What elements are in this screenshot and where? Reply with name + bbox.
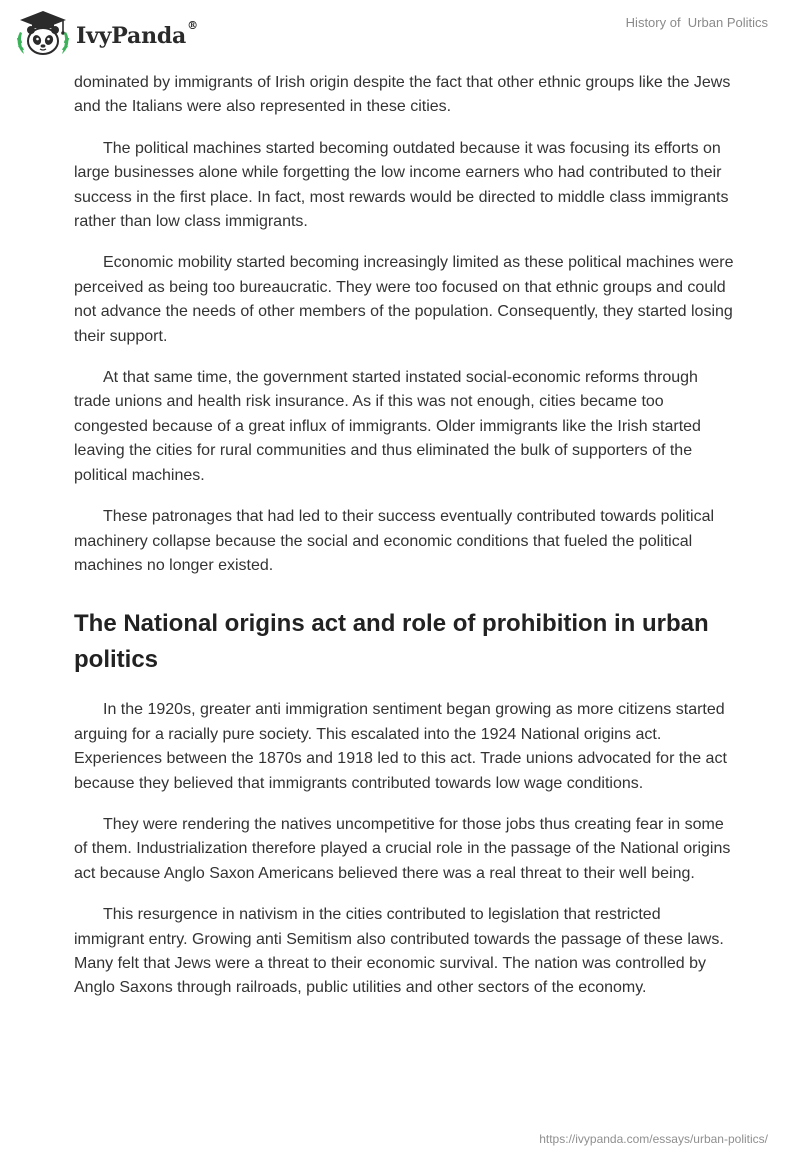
paragraph: dominated by immigrants of Irish origin despite the fact that other ethnic groups like the Jews and the Italians were also represented in these cities. <box>74 74 731 116</box>
paragraph: At that same time, the government started instated social-economic reforms through trade unions and health risk insurance. As if this was not enough, cities became too congested because of a great influx of immigrants. Older immigrants like the Irish started leaving the cities for rural communities and thus eliminated the bulk of supporters of the political machines. <box>74 369 701 484</box>
paragraph: The political machines started becoming outdated because it was focusing its efforts on large businesses alone while forgetting the low income earners who had contributed to their success in the first place. In fact, most rewards would be directed to middle class immigrants rather than low class immigrants. <box>74 139 729 231</box>
brand-name: IvyPanda® <box>76 19 198 49</box>
panda-graduation-icon <box>14 8 72 58</box>
paragraph: They were rendering the natives uncompetitive for those jobs thus creating fear in some of them. Industrialization therefore played a crucial role in the passage of the National origins act because Anglo Saxon Americans believed there was a real threat to their well being. <box>74 815 731 882</box>
ivypanda-logo[interactable] <box>14 8 198 58</box>
section-heading: The National origins act and role of prohibition in urban politics <box>74 610 709 674</box>
source-url-link[interactable]: https://ivypanda.com/essays/urban-politics/ <box>539 1132 768 1146</box>
paragraph: Economic mobility started becoming increasingly limited as these political machines were perceived as being too bureaucratic. They were too focused on that ethnic groups and could not advance the needs of other members of the population. Consequently, they started losing their support. <box>74 254 734 345</box>
paragraph: In the 1920s, greater anti immigration sentiment began growing as more citizens started arguing for a racially pure society. This escalated into the 1924 National origins act. Experiences between the 1870s and 1918 led to this act. Trade unions advocated for the act because they believed that immigrants contributed towards low wage conditions. <box>74 701 727 792</box>
essay-body <box>74 71 734 1018</box>
paragraph: This resurgence in nativism in the cities contributed to legislation that restricted immigrant entry. Growing anti Semitism also contributed towards the passage of these laws. Many felt that Jews were a threat to their economic survival. The nation was controlled by Anglo Saxons through railroads, public utilities and other sectors of the economy. <box>74 906 724 997</box>
document-title: History of Urban Politics <box>625 15 768 30</box>
page-header <box>0 0 800 66</box>
registered-mark: ® <box>187 19 198 32</box>
paragraph: These patronages that had led to their success eventually contributed towards political machinery collapse because the social and economic conditions that fueled the political machines no longer existed. <box>74 508 715 574</box>
